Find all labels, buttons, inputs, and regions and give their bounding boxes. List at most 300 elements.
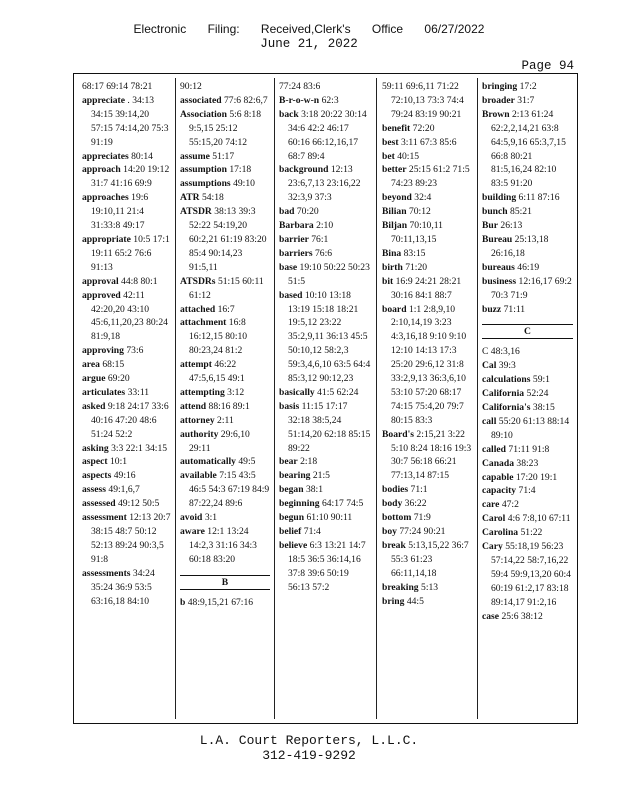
index-column-5 xyxy=(482,80,573,721)
index-term: bit xyxy=(382,275,394,287)
index-entry xyxy=(482,471,573,485)
index-entry xyxy=(82,497,172,511)
index-entry xyxy=(82,469,172,483)
index-term: capacity xyxy=(482,485,517,497)
page-line-refs: C 48:3,16 xyxy=(482,346,520,358)
page-line-refs: 25:13,18 26:16,18 xyxy=(491,233,549,259)
index-term: assumptions xyxy=(180,178,231,190)
index-term: Carolina xyxy=(482,527,519,539)
index-term: attorney xyxy=(180,414,215,426)
index-entry xyxy=(82,567,172,609)
index-term: approach xyxy=(82,164,121,176)
index-term: assess xyxy=(82,484,106,496)
index-entry xyxy=(180,596,270,610)
index-term: assessments xyxy=(82,567,131,579)
section-letter: C xyxy=(482,324,573,339)
index-entry xyxy=(82,233,172,275)
index-term: Canada xyxy=(482,457,514,469)
index-term: bringing xyxy=(482,81,518,92)
index-term: approval xyxy=(82,275,119,287)
index-term: bearing xyxy=(279,470,311,482)
index-entry xyxy=(482,233,573,261)
index-entry xyxy=(180,275,270,303)
index-entry xyxy=(279,483,371,497)
index-term: California xyxy=(482,388,525,400)
page-line-refs: 88:16 89:1 xyxy=(208,400,250,412)
page-line-refs: 85:21 xyxy=(510,206,532,218)
page-line-refs: 6:11 87:16 xyxy=(518,192,560,204)
index-term: Bilian xyxy=(382,206,407,218)
index-entry xyxy=(382,122,473,136)
index-term: area xyxy=(82,359,100,371)
page-line-refs: 59:1 xyxy=(532,374,550,386)
index-entry xyxy=(382,261,473,275)
index-column-1 xyxy=(82,80,172,721)
index-entry xyxy=(482,80,573,94)
index-term: board xyxy=(382,303,407,315)
index-entry xyxy=(180,163,270,177)
page-line-refs: 5:13 xyxy=(421,581,439,593)
index-term: appreciates xyxy=(82,150,129,162)
index-entry xyxy=(482,108,573,191)
index-term: associated xyxy=(180,94,222,106)
page-line-refs: 1:1 2:8,9,10 2:10,14,19 3:23 4:3,16,18 9:10 9:10 12:10 14:13 17:3 25:20 29:6,12 31:8 33:2,9,13 36:3,6,10 53:10 57:20 68:17 74:15 75:4,20 79:7 80:15 83:3 xyxy=(391,303,467,426)
page-line-refs: 16:9 24:21 28:21 30:16 84:1 88:7 xyxy=(391,275,462,301)
filing-word-5: 06/27/2022 xyxy=(424,22,485,36)
page-line-refs: 4:6 7:8,10 67:11 xyxy=(507,513,571,525)
transcript-date: June 21, 2022 xyxy=(260,37,358,51)
index-entry xyxy=(180,177,270,191)
index-entry xyxy=(482,387,573,401)
page-line-refs: 90:12 xyxy=(180,81,202,92)
index-entry xyxy=(382,80,473,122)
page-line-refs: 12:16,17 69:2 70:3 71:9 xyxy=(491,275,572,301)
index-entry xyxy=(82,80,172,94)
index-entry xyxy=(382,525,473,539)
page-line-refs: 71:11 xyxy=(503,303,526,315)
index-entry xyxy=(82,400,172,442)
column-divider xyxy=(274,78,275,719)
page-line-refs: 71:4 xyxy=(518,485,536,497)
index-term: aware xyxy=(180,526,205,537)
filing-word-1: Electronic xyxy=(133,22,187,36)
index-term: capable xyxy=(482,471,514,483)
index-entry xyxy=(482,526,573,540)
index-column-4 xyxy=(382,80,473,721)
index-term: began xyxy=(279,484,304,496)
index-term: basically xyxy=(279,386,315,398)
index-entry xyxy=(382,191,473,205)
index-term: assessment xyxy=(82,512,127,524)
page-line-refs: 2:11 xyxy=(217,414,234,426)
index-entry xyxy=(180,511,270,525)
index-entry xyxy=(382,511,473,525)
index-term: Bina xyxy=(382,247,402,259)
index-term: birth xyxy=(382,261,403,273)
index-term: based xyxy=(279,289,303,301)
index-entry xyxy=(82,344,172,358)
page-line-refs: 77:6 82:6,7 xyxy=(223,94,268,106)
index-entry xyxy=(382,428,473,484)
index-term: ATSDR xyxy=(180,206,212,218)
page-line-refs: 3:1 xyxy=(204,512,218,524)
index-entry xyxy=(279,289,371,386)
index-term: Barbara xyxy=(279,220,314,232)
page-line-refs: 5:13,15,22 36:7 55:3 61:23 66:11,14,18 xyxy=(391,539,469,579)
index-term: attempt xyxy=(180,359,212,371)
index-term: appropriate xyxy=(82,233,131,245)
page-line-refs: 26:13 xyxy=(500,220,523,232)
page-line-refs: 47:2 xyxy=(501,499,519,511)
index-term: belief xyxy=(279,526,302,537)
index-term: bad xyxy=(279,206,295,218)
index-entry xyxy=(279,400,371,456)
page-line-refs: 10:10 13:18 13:19 15:18 18:21 19:5,12 23:22 35:2,9,11 36:13 45:5 50:10,12 58:2,3 59:3,4,6,10 63:5 64:4 85:3,12 90:12,23 xyxy=(288,289,371,385)
page-line-refs: 10:5 17:1 19:11 65:2 76:6 91:13 xyxy=(91,233,170,273)
page-line-refs: 61:10 90:11 xyxy=(306,512,353,524)
page-line-refs: 80:14 xyxy=(131,150,153,162)
page-line-refs: 48:9,15,21 67:16 xyxy=(187,596,254,608)
page-line-refs: 29:6,10 29:11 xyxy=(189,428,250,454)
index-entry xyxy=(82,358,172,372)
index-term: appreciate xyxy=(82,94,125,106)
filing-stamp xyxy=(0,22,618,36)
reporter-name: L.A. Court Reporters, L.L.C. xyxy=(199,733,419,748)
page-line-refs: 69:20 xyxy=(107,373,130,385)
page-line-refs: 44:8 80:1 xyxy=(121,275,158,287)
index-entry xyxy=(482,303,573,317)
index-entry xyxy=(279,539,371,595)
page-line-refs: 46:19 xyxy=(517,261,540,273)
index-term: barrier xyxy=(279,233,309,245)
index-term: basis xyxy=(279,400,300,412)
index-entry xyxy=(279,455,371,469)
index-entry xyxy=(482,540,573,610)
index-term: argue xyxy=(82,373,106,385)
page-line-refs: 70:10,11 70:11,13,15 xyxy=(391,220,443,245)
page-line-refs: 77:24 83:6 xyxy=(279,81,321,92)
index-term: benefit xyxy=(382,122,411,134)
index-entry xyxy=(180,455,270,469)
index-term: care xyxy=(482,499,500,511)
index-term: assessed xyxy=(82,498,116,510)
page-line-refs: 71:9 xyxy=(413,512,431,524)
index-entry xyxy=(482,457,573,471)
index-term: Bureau xyxy=(482,233,513,245)
page-line-refs: 2:10 xyxy=(316,220,334,232)
index-term: attend xyxy=(180,400,207,412)
index-term: automatically xyxy=(180,456,236,468)
page-line-refs: 6:3 13:21 14:7 18:5 36:5 36:14,16 37:8 39:6 50:19 56:13 57:2 xyxy=(288,539,366,593)
page-line-refs: 70:12 xyxy=(408,206,431,218)
page-line-refs: 14:20 19:12 31:7 41:16 69:9 xyxy=(91,164,170,190)
page-line-refs: 7:15 43:5 46:5 54:3 67:19 84:9 87:22,24 89:6 xyxy=(189,470,270,510)
page-line-refs: 71:11 91:8 xyxy=(508,443,550,455)
index-term: buzz xyxy=(482,303,502,315)
index-term: bear xyxy=(279,456,298,468)
index-entry xyxy=(180,469,270,511)
column-divider xyxy=(175,78,176,719)
index-term: boy xyxy=(382,526,397,537)
page-line-refs: 10:1 xyxy=(109,456,128,468)
page-line-refs: 3:18 20:22 30:14 34:6 42:2 46:17 60:16 66:12,16,17 68:7 89:4 xyxy=(288,108,367,162)
index-entry xyxy=(279,386,371,400)
index-column-2 xyxy=(180,80,270,721)
index-entry xyxy=(82,455,172,469)
index-entry xyxy=(279,497,371,511)
page-line-refs: 52:24 xyxy=(526,388,549,400)
index-entry xyxy=(279,94,371,108)
index-term: B-r-o-w-n xyxy=(279,94,320,106)
page-line-refs: 71:4 xyxy=(303,526,321,537)
index-entry xyxy=(180,191,270,205)
index-entry xyxy=(482,401,573,415)
index-term: articulates xyxy=(82,386,126,398)
index-entry xyxy=(382,497,473,511)
index-term: assumption xyxy=(180,164,227,176)
page-line-refs: 3:3 22:1 34:15 xyxy=(111,442,168,454)
index-entry xyxy=(482,359,573,373)
index-entry xyxy=(482,345,573,359)
index-entry xyxy=(180,150,270,164)
page-line-refs: 49:10 xyxy=(233,178,255,190)
page-line-refs: 33:11 xyxy=(127,386,150,398)
index-term: calculations xyxy=(482,374,531,386)
index-entry xyxy=(180,414,270,428)
index-term: attempting xyxy=(180,386,225,398)
index-term: better xyxy=(382,164,407,176)
page-line-refs: 11:15 17:17 32:18 38:5,24 51:14,20 62:18 85:15 89:22 xyxy=(288,400,371,454)
index-term: beginning xyxy=(279,498,320,510)
page-line-refs: 71:1 xyxy=(410,484,428,496)
index-entry xyxy=(482,484,573,498)
index-term: attached xyxy=(180,303,216,315)
page-line-refs: 9:18 24:17 33:6 40:16 47:20 48:6 51:24 52:2 xyxy=(91,400,169,440)
index-entry xyxy=(482,275,573,303)
index-term: Cal xyxy=(482,360,497,372)
index-column-3 xyxy=(279,80,371,721)
index-term: asking xyxy=(82,442,109,454)
page-line-refs: 38:15 xyxy=(532,402,555,414)
index-term: Association xyxy=(180,108,227,120)
page-line-refs: 76:6 xyxy=(314,247,333,259)
index-entry xyxy=(482,191,573,205)
index-entry xyxy=(482,94,573,108)
index-term: building xyxy=(482,192,517,204)
page-line-refs: 72:20 xyxy=(412,122,435,134)
index-entry xyxy=(82,372,172,386)
index-entry xyxy=(382,247,473,261)
index-entry xyxy=(180,108,270,150)
index-entry xyxy=(279,219,371,233)
page-line-refs: 38:1 xyxy=(305,484,323,496)
index-term: avoid xyxy=(180,512,203,524)
page-line-refs: 12:13 20:7 38:15 48:7 50:12 52:13 89:24 90:3,5 91:8 xyxy=(91,512,171,565)
index-entry xyxy=(279,108,371,164)
index-entry xyxy=(482,219,573,233)
page-line-refs: 21:5 xyxy=(312,470,330,482)
index-term: background xyxy=(279,164,329,176)
index-term: bring xyxy=(382,595,405,607)
page-line-refs: 2:13 61:24 62:2,2,14,21 63:8 64:5,9,16 65:3,7,15 66:8 80:21 81:5,16,24 82:10 83:5 91:20 xyxy=(491,108,566,190)
index-box xyxy=(73,73,578,724)
index-entry xyxy=(279,80,371,94)
page-line-refs: 31:7 xyxy=(517,94,535,106)
index-entry xyxy=(482,498,573,512)
index-entry xyxy=(382,275,473,303)
page-line-refs: 49:12 50:5 xyxy=(118,498,160,510)
index-term: bottom xyxy=(382,512,412,524)
page-line-refs: 59:11 69:6,11 71:22 72:10,13 73:3 74:4 79:24 83:19 90:21 xyxy=(382,81,464,120)
index-entry xyxy=(82,163,172,191)
index-term: case xyxy=(482,610,500,622)
filing-word-2: Filing: xyxy=(207,22,240,36)
index-term: ATR xyxy=(180,192,200,204)
index-entry xyxy=(382,581,473,595)
index-entry xyxy=(180,525,270,567)
index-entry xyxy=(82,386,172,400)
index-term: attachment xyxy=(180,317,227,329)
index-entry xyxy=(279,469,371,483)
page-line-refs: 44:5 xyxy=(406,595,424,607)
index-term: Board's xyxy=(382,428,414,440)
page-line-refs: 19:10 50:22 50:23 51:5 xyxy=(288,261,370,287)
index-entry xyxy=(180,428,270,456)
page-line-refs: 55:18,19 56:23 57:14,22 58:7,16,22 59:4 59:9,13,20 60:4 60:19 61:2,17 83:18 89:14,17 91:2,16 xyxy=(491,541,571,608)
index-term: called xyxy=(482,443,506,455)
index-entry xyxy=(279,163,371,205)
index-term: asked xyxy=(82,400,106,412)
filing-word-4: Office xyxy=(371,22,404,36)
page-line-refs: 51:17 xyxy=(212,150,235,162)
page-line-refs: 38:13 39:3 52:22 54:19,20 60:2,21 61:19 83:20 85:4 90:14,23 91:5,11 xyxy=(189,206,267,273)
index-entry xyxy=(382,595,473,609)
index-term: assume xyxy=(180,150,210,162)
index-entry xyxy=(482,443,573,457)
index-entry xyxy=(82,94,172,150)
index-entry xyxy=(180,205,270,275)
index-term: Brown xyxy=(482,108,510,120)
index-entry xyxy=(180,386,270,400)
page-line-refs: 51:22 xyxy=(520,527,543,539)
index-term: Biljan xyxy=(382,220,408,232)
index-entry xyxy=(382,303,473,428)
reporter-phone: 312-419-9292 xyxy=(262,748,356,763)
index-entry xyxy=(382,163,473,191)
page-line-refs: 73:6 xyxy=(126,345,144,357)
page-line-refs: 42:11 42:20,20 43:10 45:6,11,20,23 80:24 81:9,18 xyxy=(91,289,168,343)
index-term: barriers xyxy=(279,247,313,259)
index-term: aspects xyxy=(82,470,112,482)
page-line-refs: 40:15 xyxy=(397,150,420,162)
page-line-refs: 39:3 xyxy=(498,360,516,372)
page-line-refs: 49:5 xyxy=(238,456,256,468)
index-term: begun xyxy=(279,512,305,524)
index-term: b xyxy=(180,596,186,608)
index-term: business xyxy=(482,275,517,287)
page-line-refs: 12:1 13:24 14:2,3 31:16 34:3 60:18 83:20 xyxy=(189,526,257,565)
index-entry xyxy=(82,483,172,497)
page-line-refs: 41:5 62:24 xyxy=(317,386,359,398)
index-entry xyxy=(180,94,270,108)
page-number: Page 94 xyxy=(521,59,574,73)
page-line-refs: 17:20 19:1 xyxy=(515,471,558,483)
index-term: ATSDRs xyxy=(180,275,216,287)
index-entry xyxy=(482,261,573,275)
index-entry xyxy=(382,483,473,497)
index-term: approved xyxy=(82,289,121,301)
index-term: believe xyxy=(279,539,308,551)
index-term: Bur xyxy=(482,220,498,232)
index-entry xyxy=(82,511,172,567)
page-line-refs: 19:6 19:10,11 21:4 31:33:8 49:17 xyxy=(91,192,149,232)
page-line-refs: 70:20 xyxy=(296,206,319,218)
index-entry xyxy=(279,511,371,525)
page-line-refs: 5:6 8:18 9:5,15 25:12 55:15,20 74:12 xyxy=(189,108,262,148)
index-entry xyxy=(382,539,473,581)
index-entry xyxy=(382,219,473,247)
index-term: base xyxy=(279,261,298,273)
page-line-refs: 3:11 67:3 85:6 xyxy=(400,136,457,148)
index-entry xyxy=(279,233,371,247)
index-term: body xyxy=(382,498,403,510)
index-term: authority xyxy=(180,428,219,440)
page-line-refs: . 34:13 34:15 39:14,20 57:15 74:14,20 75:3 91:19 xyxy=(91,94,169,148)
index-entry xyxy=(180,316,270,358)
index-entry xyxy=(382,136,473,150)
page-line-refs: 83:15 xyxy=(403,247,426,259)
index-entry xyxy=(382,150,473,164)
index-entry xyxy=(279,205,371,219)
page-line-refs: 17:18 xyxy=(229,164,252,176)
index-entry xyxy=(180,80,270,94)
index-entry xyxy=(180,303,270,317)
index-entry xyxy=(482,512,573,526)
page-line-refs: 25:15 61:2 71:5 74:23 89:23 xyxy=(391,164,470,190)
index-term: Carol xyxy=(482,513,506,525)
page-line-refs: 2:18 xyxy=(300,456,318,468)
page-line-refs: 16:8 16:12,15 80:10 80:23,24 81:2 xyxy=(189,317,248,357)
index-term: broader xyxy=(482,94,515,106)
index-entry xyxy=(82,150,172,164)
index-entry xyxy=(482,205,573,219)
index-term: aspect xyxy=(82,456,108,468)
index-term: available xyxy=(180,470,217,482)
index-term: Cary xyxy=(482,541,503,553)
page-line-refs: 68:15 xyxy=(102,359,125,371)
index-entry xyxy=(279,247,371,261)
page-line-refs: 51:15 60:11 61:12 xyxy=(189,275,264,301)
page-line-refs: 68:17 69:14 78:21 xyxy=(82,81,153,92)
page-line-refs: 3:12 xyxy=(227,386,245,398)
index-term: approving xyxy=(82,345,124,357)
page-line-refs: 76:1 xyxy=(311,233,329,245)
index-term: best xyxy=(382,136,399,148)
page-line-refs: 32:4 xyxy=(414,192,432,204)
page-line-refs: 36:22 xyxy=(404,498,427,510)
index-term: call xyxy=(482,415,497,427)
index-term: bureaus xyxy=(482,261,515,273)
index-entry xyxy=(279,261,371,289)
index-entry xyxy=(482,373,573,387)
index-entry xyxy=(279,525,371,539)
index-entry xyxy=(180,358,270,386)
index-term: bodies xyxy=(382,484,409,496)
page-line-refs: 54:18 xyxy=(201,192,224,204)
page-line-refs: 62:3 xyxy=(321,94,339,106)
index-entry xyxy=(82,275,172,289)
index-entry xyxy=(82,191,172,233)
